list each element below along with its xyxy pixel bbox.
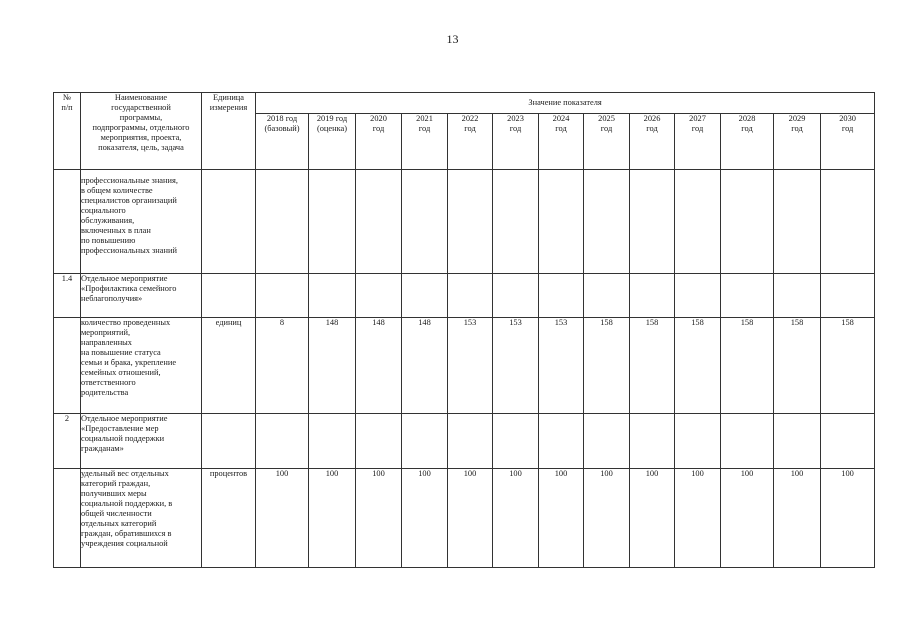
row-value-cell — [448, 170, 493, 274]
header-year-11: 2029 год — [774, 114, 821, 170]
row-value-cell — [402, 414, 448, 469]
row-value-cell — [493, 274, 539, 318]
row-name-cell: профессиональные знания, в общем количестве специалистов организаций социального обслуживания, включенных в план по повышению профессиональных знаний — [81, 170, 202, 274]
row-value-cell: 100 — [630, 469, 675, 568]
row-value-cell — [356, 170, 402, 274]
header-row-1 — [54, 93, 875, 114]
row-value-cell: 100 — [356, 469, 402, 568]
row-value-cell — [584, 274, 630, 318]
row-num-cell — [54, 469, 81, 568]
header-year-3: 2021 год — [402, 114, 448, 170]
row-value-cell — [675, 170, 721, 274]
row-value-cell: 148 — [402, 318, 448, 414]
row-value-cell: 158 — [630, 318, 675, 414]
row-value-cell: 153 — [448, 318, 493, 414]
table-row — [54, 414, 875, 469]
row-value-cell — [721, 414, 774, 469]
row-value-cell — [774, 274, 821, 318]
row-value-cell — [630, 274, 675, 318]
row-num-cell: 1.4 — [54, 274, 81, 318]
row-value-cell: 148 — [309, 318, 356, 414]
row-value-cell — [493, 170, 539, 274]
row-value-cell: 8 — [256, 318, 309, 414]
header-year-10: 2028 год — [721, 114, 774, 170]
row-value-cell — [402, 274, 448, 318]
row-name-cell: Отдельное мероприятие «Профилактика семейного неблагополучия» — [81, 274, 202, 318]
header-name: Наименование государственной программы, подпрограммы, отдельного мероприятия, проекта, показателя, цель, задача — [81, 93, 202, 170]
row-num-cell: 2 — [54, 414, 81, 469]
row-value-cell: 153 — [493, 318, 539, 414]
row-value-cell — [630, 414, 675, 469]
row-value-cell — [774, 414, 821, 469]
row-value-cell: 158 — [721, 318, 774, 414]
row-value-cell: 148 — [356, 318, 402, 414]
table-row — [54, 274, 875, 318]
header-year-6: 2024 год — [539, 114, 584, 170]
header-year-12: 2030 год — [821, 114, 875, 170]
row-value-cell — [584, 170, 630, 274]
row-value-cell — [774, 170, 821, 274]
row-value-cell — [493, 414, 539, 469]
row-num-cell — [54, 318, 81, 414]
row-value-cell: 100 — [675, 469, 721, 568]
row-unit-cell: единиц — [202, 318, 256, 414]
row-value-cell — [256, 170, 309, 274]
indicators-table — [53, 92, 875, 568]
row-value-cell — [821, 274, 875, 318]
row-num-cell — [54, 170, 81, 274]
row-value-cell — [448, 414, 493, 469]
row-value-cell — [356, 274, 402, 318]
row-value-cell — [675, 274, 721, 318]
row-value-cell — [539, 274, 584, 318]
header-year-8: 2026 год — [630, 114, 675, 170]
row-value-cell: 100 — [448, 469, 493, 568]
row-value-cell — [821, 414, 875, 469]
header-year-7: 2025 год — [584, 114, 630, 170]
header-value-group: Значение показателя — [256, 93, 875, 114]
row-value-cell — [309, 414, 356, 469]
row-value-cell — [256, 414, 309, 469]
row-value-cell — [256, 274, 309, 318]
header-year-1: 2019 год (оценка) — [309, 114, 356, 170]
row-value-cell: 100 — [402, 469, 448, 568]
row-value-cell: 153 — [539, 318, 584, 414]
row-value-cell — [721, 170, 774, 274]
row-value-cell: 100 — [774, 469, 821, 568]
row-value-cell — [630, 170, 675, 274]
row-name-cell: Отдельное мероприятие «Предоставление мер социальной поддержки гражданам» — [81, 414, 202, 469]
header-year-2: 2020 год — [356, 114, 402, 170]
row-value-cell: 158 — [675, 318, 721, 414]
row-value-cell — [309, 170, 356, 274]
row-unit-cell — [202, 170, 256, 274]
table-row — [54, 170, 875, 274]
page-number: 13 — [446, 32, 459, 46]
row-value-cell — [539, 414, 584, 469]
row-value-cell — [675, 414, 721, 469]
row-value-cell: 100 — [821, 469, 875, 568]
header-num: № п/п — [54, 93, 81, 170]
row-name-cell: количество проведенных мероприятий, направленных на повышение статуса семьи и брака, укрепление семейных отношений, ответственного родительства — [81, 318, 202, 414]
header-year-9: 2027 год — [675, 114, 721, 170]
row-value-cell: 100 — [493, 469, 539, 568]
table-row — [54, 469, 875, 568]
row-unit-cell — [202, 414, 256, 469]
row-value-cell: 100 — [721, 469, 774, 568]
row-value-cell — [448, 274, 493, 318]
row-value-cell: 100 — [256, 469, 309, 568]
header-year-0: 2018 год (базовый) — [256, 114, 309, 170]
row-unit-cell: процентов — [202, 469, 256, 568]
row-value-cell: 100 — [309, 469, 356, 568]
row-value-cell — [721, 274, 774, 318]
row-name-cell: удельный вес отдельных категорий граждан, получивших меры социальной поддержки, в общей численности отдельных категорий граждан, обратившихся в учреждения социальной — [81, 469, 202, 568]
header-year-4: 2022 год — [448, 114, 493, 170]
row-value-cell — [309, 274, 356, 318]
header-unit: Единица измерения — [202, 93, 256, 170]
row-value-cell: 158 — [774, 318, 821, 414]
row-value-cell — [356, 414, 402, 469]
row-value-cell: 158 — [821, 318, 875, 414]
row-value-cell: 100 — [584, 469, 630, 568]
header-year-5: 2023 год — [493, 114, 539, 170]
row-unit-cell — [202, 274, 256, 318]
table-row — [54, 318, 875, 414]
row-value-cell — [402, 170, 448, 274]
row-value-cell — [821, 170, 875, 274]
row-value-cell: 158 — [584, 318, 630, 414]
row-value-cell — [539, 170, 584, 274]
row-value-cell: 100 — [539, 469, 584, 568]
row-value-cell — [584, 414, 630, 469]
